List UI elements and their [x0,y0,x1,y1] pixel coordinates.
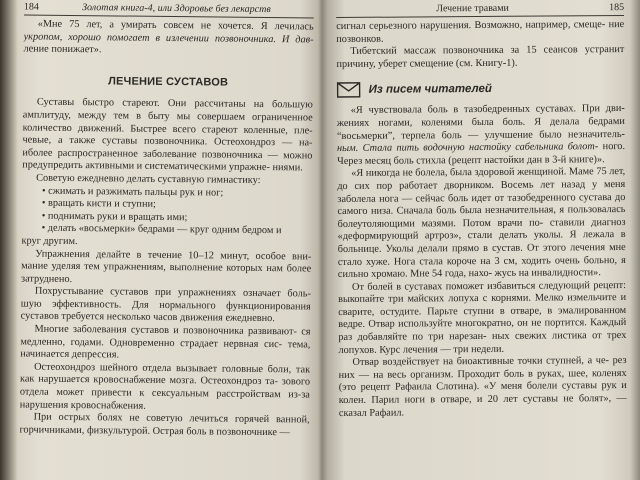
text-line: иболее распространенное заболевание позвоночника — можно [22,147,313,162]
text-line: «Я никогда не болела, была здоровой женщиной. Маме [351,166,597,180]
text-line: 75 лет, до сих пор работает дворником. Восемь лет назад у [337,166,626,192]
text-line: ся медленно, годами. Одновременно страдает нервная сис- [20,326,311,350]
section-title: ЛЕЧЕНИЕ СУСТАВОВ [108,75,229,89]
text-line: Тибетский массаж позвоночника за 15 сеансов устранит [350,44,625,58]
text-line: он не портится. Каждый раз добавляйте по три нарезан- [338,317,627,344]
text-line: количество движений. Быстрее всего стареют коленные, пле- [22,122,313,137]
paragraph [20,361,311,414]
text-line: «Я чувствовала боль в тазобедренных суставах. При дви- [350,103,625,117]
text-line: чевые, а также суставы позвоночника. Остеохондроз — на- [22,134,313,149]
list-item: • вращать кисти и ступни; [41,197,156,210]
text-line: шую эффективность. Для нормального функционирования [20,298,311,313]
text-line: От этого лечения мне стало хуже. Нога стала короче на 3 см, [337,241,626,268]
text-line: ние позвонков. [336,18,625,45]
text-line: жусь на инвалидности». [494,267,601,279]
right-running-head [336,1,624,18]
text-line: мание уделяя тем упражнениям, выполнение которых нам [21,260,287,275]
text-line: ходить очень больно, я сильно хромаю. Мне 54 года, нахо- [337,254,626,281]
left-page [19,0,314,480]
text-line: зового отдела может привести к сексуальным расстройствам [19,376,311,401]
text-line: ным. Стала пить водочную настойку сабельника болот- [336,141,603,155]
list-item: • сжимать и разжимать пальцы рук и ног; [41,185,224,199]
left-running-head [24,0,314,18]
paragraph [22,97,313,176]
envelope-icon [337,82,361,98]
paragraph-continuation [336,19,624,46]
list-item-continuation: круг другим. [21,235,78,247]
text-line: измельчите и сварите, остудите. Парьте ступни в отваре, [338,292,627,318]
text-line: из-за нарушения кровоснабжения. [19,389,310,412]
left-page-body [19,18,314,480]
reader-letter [337,166,626,281]
paragraph [19,412,309,440]
text-line: “восьмерки”, терпела боль — улучшение было незначитель- [336,128,625,142]
text-line: книге)». [568,153,605,166]
text-line: Остеохондроз шейного отдела вызывает головные боли, [34,361,296,376]
text-line: рез них — на весь организм. Проходит боль в руках, шее, [338,355,627,381]
list-item: • поднимать руки и вращать ими; [41,210,188,223]
letters-heading-text: Из писем читателей [368,82,492,96]
text-line: Многие заболевания суставов и позвоночника развивают- [34,323,302,338]
text-line: в эмалированном ведре. Отвар используйте многократно, [338,304,627,331]
text-line: амплитуду, между тем в быту мы совершаем ограниченное [22,109,313,124]
text-line: недели. [471,343,505,355]
left-running-title: Золотая книга-4, или Здоровье без лекарств [82,2,271,16]
paragraph [20,324,310,365]
paragraph [338,280,627,358]
intro-quote [23,18,313,59]
text-line: причину, уберет смещение (см. Книгу-1). [336,57,518,70]
letters-heading [337,79,625,99]
text-line: ных свежих листика от трех лопухов. Курс лечения — три [338,330,627,356]
text-line: я пользовалась болеутоляющими мазями. Потом врачи по- [337,204,626,230]
text-line: Отвар воздействует на биоактивные точки ступней, а че- [352,355,613,369]
text-line: жениях ногами, коленями была боль. Я делала бедрами [336,115,625,129]
left-page-number: 184 [23,1,39,13]
text-line: ставили диагноз «деформирующий артроз», стали делать [337,216,626,243]
text-line: суставы рук и колен. Парил ноги в отваре, и 20 лет суставы [338,380,627,407]
text-line: более затруднено. [21,263,312,285]
text-line: При острых болях не советую лечиться горячей ванной, [33,411,310,426]
right-running-title: Лечение травами [436,2,509,15]
text-line: сигнал серьезного нарушения. Возможно, например, смеще- [336,19,609,33]
text-line: рецепт: выкопайте три майских лопуха с корнями. Мелко [338,279,627,306]
list-item: • делать «восьмерки» бедрами — круг одним бедром и [41,222,282,237]
text-line: укропом, хорошо помогает в излечении позвоночника. И дав- [23,31,314,46]
paragraph [338,355,626,420]
text-line: коленях (это рецепт Рафаила Слотина). «У меня болели [338,367,627,394]
right-page-number: 185 [609,1,625,14]
text-line: сустава до самого низа. Сначала боль была незначительная, [337,191,626,218]
paragraph [21,286,311,327]
text-line: Упражнения делайте в течение 10–12 минут, особое вни- [35,248,312,263]
reader-letter [337,103,625,168]
exercise-intro: Советую ежедневно делать суставную гимнастику: [36,172,261,186]
text-line: горчичниками, физкультурой. Острая боль в позвоночнике — [19,424,290,439]
paragraph [21,248,311,289]
text-line: Похрустывание суставов при упражнениях означает боль- [34,285,311,300]
text-line: ного. Через месяц боль стихла (рецепт настойки дан в 3-й [337,141,626,167]
text-line: «Мне 75 лет, а умирать совсем не хочется. Я лечилась [37,18,314,33]
text-line: меня заболела нога — сейчас боль идет от тазобедренного [337,178,626,205]
text-line: уколы. Я лежала в больнице. Уколы делали прямо в сустав. [337,229,626,255]
text-line: От болей в суставах поможет избавиться следующий [351,279,594,293]
paragraph [336,44,624,71]
text-line: тема, начинается депрессия. [20,338,311,361]
text-line: не болят», — сказал Рафаил. [338,393,627,419]
text-line: ление понижает». [23,43,102,56]
text-line: так как нарушается кровоснабжение мозга. Остеохондроз та- [19,364,311,388]
text-line: предупредить активными и систематическими упражне- [22,159,273,174]
text-line: Суставы быстро стареют. Они рассчитаны на большую [36,96,313,111]
text-line: суставов требуется несколько часов движения ежедневно. [20,310,275,325]
right-page [336,0,627,480]
right-page-body [336,19,627,480]
text-line: ниями. [272,162,303,174]
